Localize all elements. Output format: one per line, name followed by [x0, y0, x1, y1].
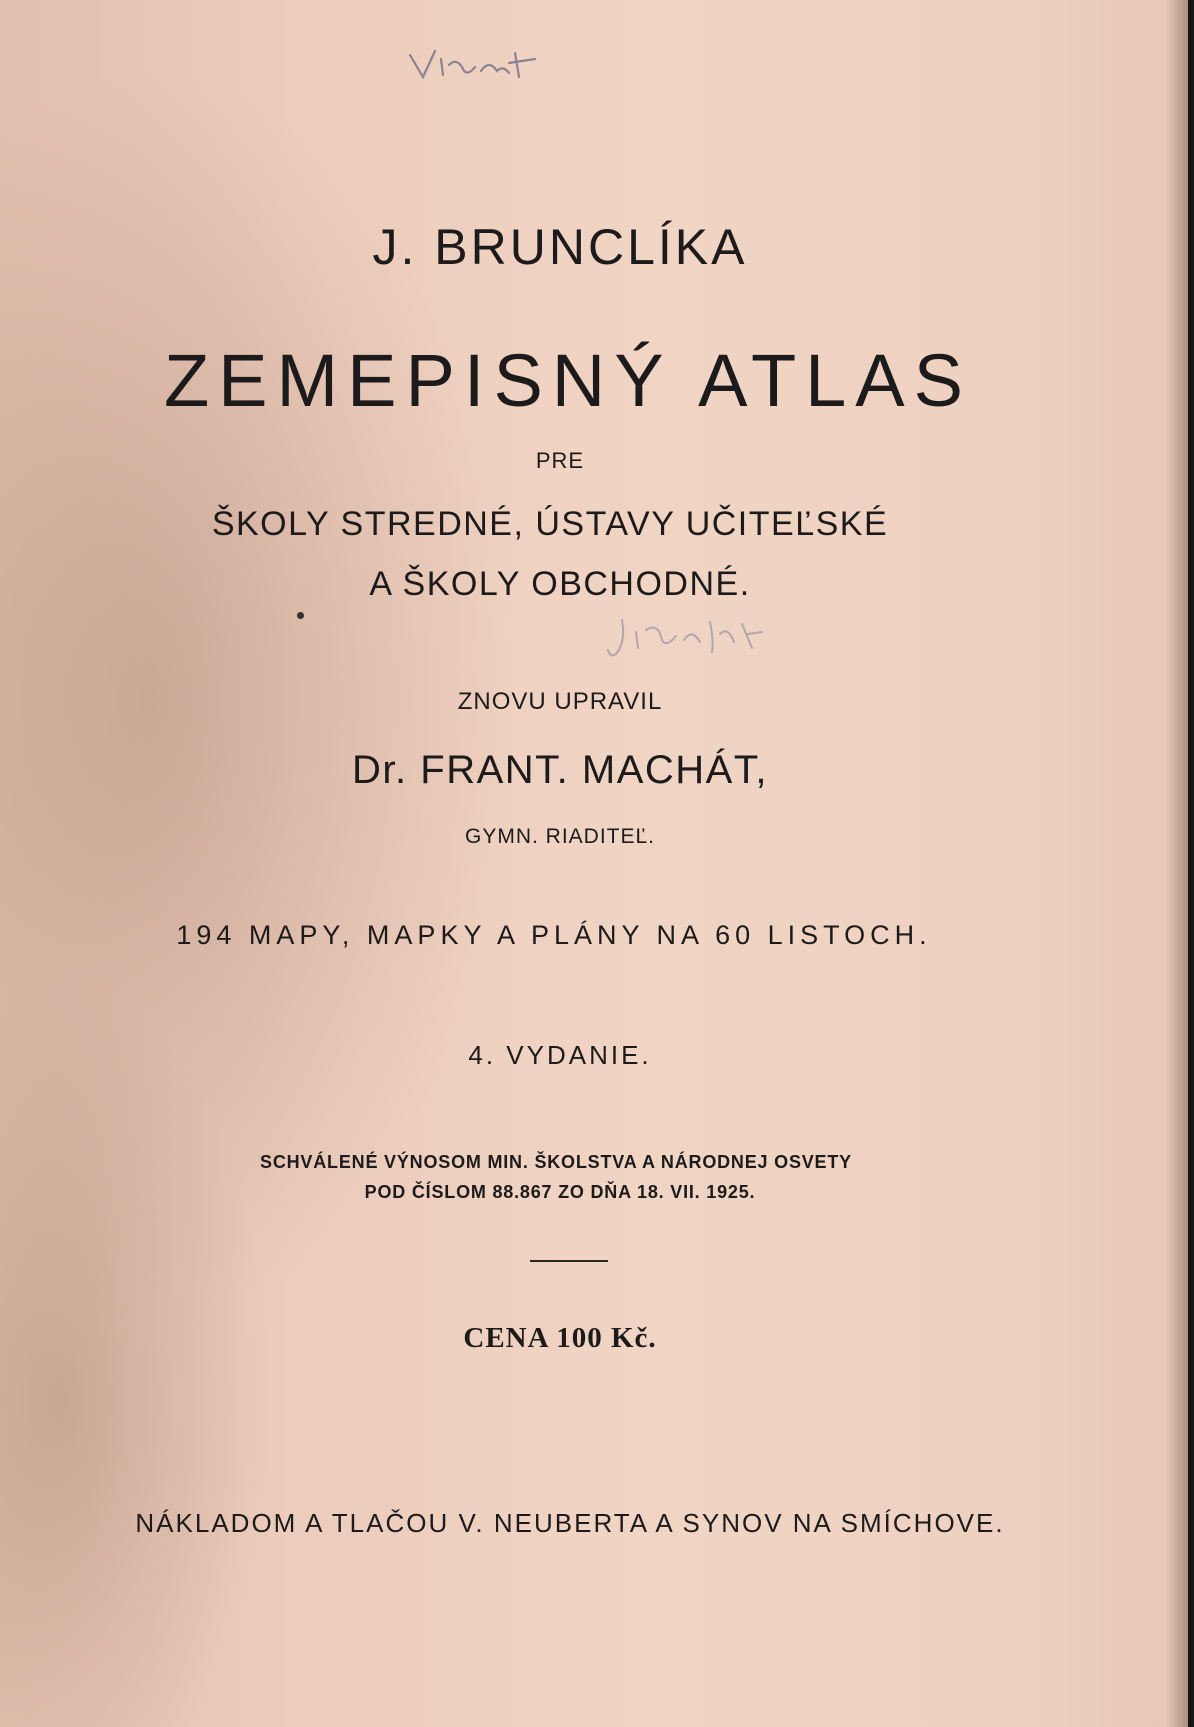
publisher-line: NÁKLADOM A TLAČOU V. NEUBERTA A SYNOV NA SMÍCHOVE. [135, 1508, 1005, 1538]
title-preposition: PRE [535, 448, 585, 473]
handwritten-signature-top [405, 45, 565, 85]
revised-by-label: ZNOVU UPRAVIL [457, 688, 663, 715]
editor-name: Dr. FRANT. MACHÁT, [352, 748, 768, 792]
subtitle-line-2: A ŠKOLY OBCHODNÉ. [369, 565, 751, 603]
maps-info: 194 MAPY, MAPKY A PLÁNY NA 60 LISTOCH. [176, 920, 932, 950]
ink-speck [297, 612, 304, 619]
divider-rule [530, 1260, 608, 1262]
approval-line-1: SCHVÁLENÉ VÝNOSOM MIN. ŠKOLSTVA A NÁRODNEJ OSVETY [260, 1152, 852, 1172]
handwritten-signature-middle [602, 612, 802, 662]
price: CENA 100 Kč. [463, 1322, 657, 1354]
book-title: ZEMEPISNÝ ATLAS [163, 339, 973, 422]
page-edge-shadow [1166, 0, 1188, 1727]
subtitle-line-1: ŠKOLY STREDNÉ, ÚSTAVY UČITEĽSKÉ [211, 505, 889, 543]
author-name: J. BRUNCLÍKA [372, 219, 748, 275]
editor-title: GYMN. RIADITEĽ. [464, 825, 656, 848]
approval-line-2: POD ČÍSLOM 88.867 ZO DŇA 18. VII. 1925. [364, 1182, 756, 1202]
edition-number: 4. VYDANIE. [468, 1040, 652, 1070]
